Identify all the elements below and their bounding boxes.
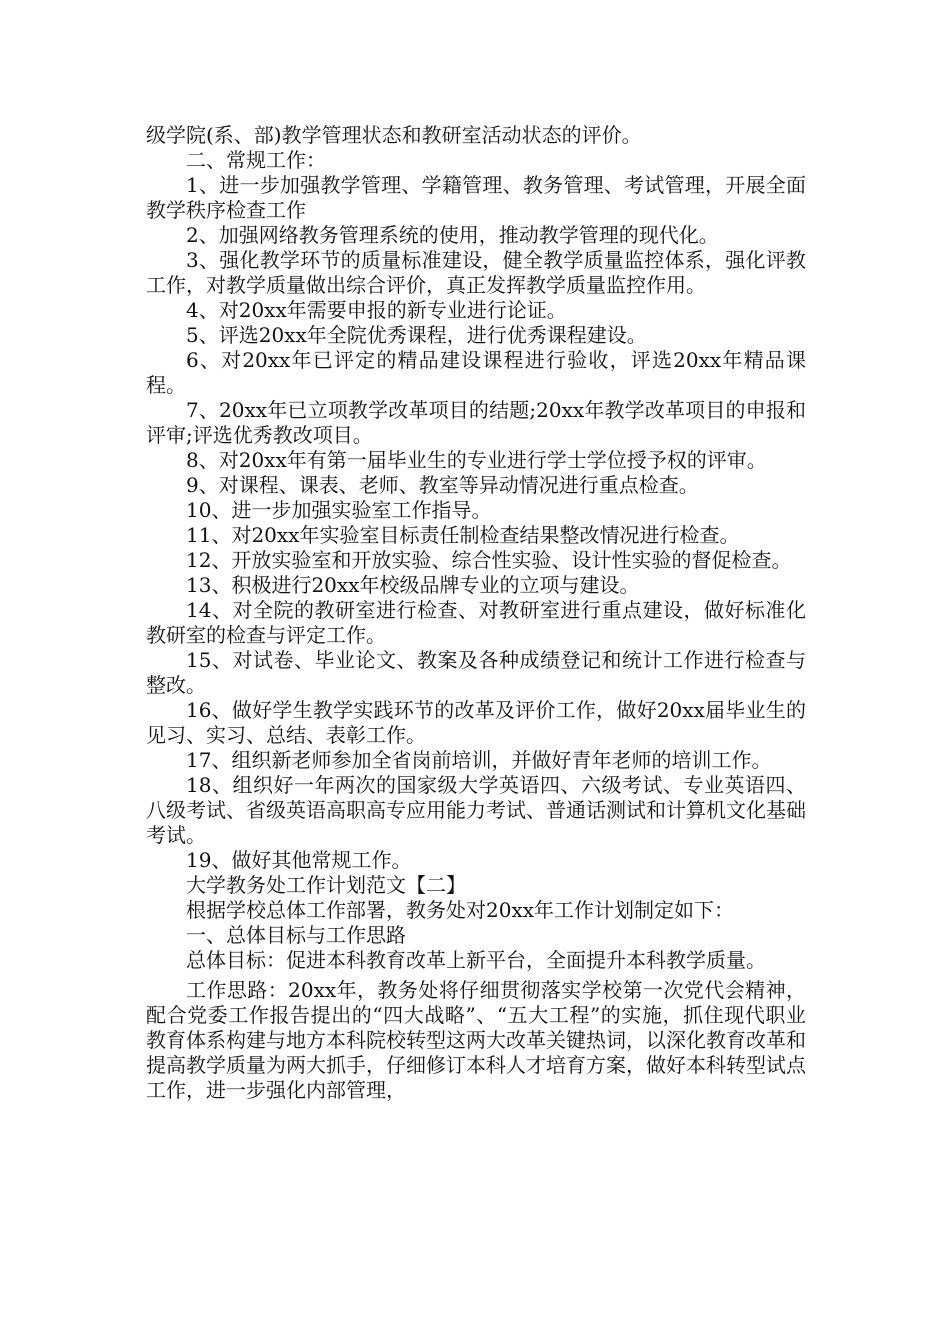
list-item: 14、对全院的教研室进行检查、对教研室进行重点建设，做好标准化教研室的检查与评定工作。 bbox=[146, 598, 806, 647]
paragraph: 工作思路：20xx年，教务处将仔细贯彻落实学校第一次党代会精神，配合党委工作报告提出的“四大战略”、“五大工程”的实施，抓住现代职业教育体系构建与地方本科院校转型这两大改革关键热词，以深化教育改革和提高教学质量为两大抓手，仔细修订本科人才培育方案，做好本科转型试点工作，进一步强化内部管理， bbox=[146, 978, 806, 1102]
list-item: 15、对试卷、毕业论文、教案及各种成绩登记和统计工作进行检查与整改。 bbox=[146, 648, 806, 697]
list-item: 10、进一步加强实验室工作指导。 bbox=[186, 498, 492, 522]
list-item: 12、开放实验室和开放实验、综合性实验、设计性实验的督促检查。 bbox=[186, 548, 792, 572]
list-item: 19、做好其他常规工作。 bbox=[186, 848, 412, 872]
paragraph: 总体目标：促进本科教育改革上新平台，全面提升本科教学质量。 bbox=[186, 948, 766, 972]
paragraph: 级学院(系、部)教学管理状态和教研室活动状态的评价。 bbox=[146, 123, 642, 147]
list-item: 3、强化教学环节的质量标准建设，健全教学质量监控体系，强化评教工作，对教学质量做出综合评价，真正发挥教学质量监控作用。 bbox=[146, 248, 806, 297]
list-item: 6、对20xx年已评定的精品建设课程进行验收，评选20xx年精品课程。 bbox=[146, 348, 806, 397]
paragraph: 根据学校总体工作部署，教务处对20xx年工作计划制定如下： bbox=[186, 898, 735, 922]
list-item: 4、对20xx年需要申报的新专业进行论证。 bbox=[186, 298, 567, 322]
section-heading: 二、常规工作： bbox=[186, 148, 326, 172]
list-item: 16、做好学生教学实践环节的改革及评价工作，做好20xx届毕业生的见习、实习、总结、表彰工作。 bbox=[146, 698, 806, 747]
list-item: 9、对课程、课表、老师、教室等异动情况进行重点检查。 bbox=[186, 473, 699, 497]
list-item: 18、组织好一年两次的国家级大学英语四、六级考试、专业英语四、八级考试、省级英语高职高专应用能力考试、普通话测试和计算机文化基础考试。 bbox=[146, 773, 806, 847]
list-item: 8、对20xx年有第一届毕业生的专业进行学士学位授予权的评审。 bbox=[186, 448, 767, 472]
list-item: 17、组织新老师参加全省岗前培训，并做好青年老师的培训工作。 bbox=[186, 748, 772, 772]
list-item: 11、对20xx年实验室目标责任制检查结果整改情况进行检查。 bbox=[186, 523, 740, 547]
list-item: 7、20xx年已立项教学改革项目的结题;20xx年教学改革项目的申报和评审;评选优秀教改项目。 bbox=[146, 398, 806, 447]
document-body bbox=[146, 123, 806, 1103]
list-item: 2、加强网络教务管理系统的使用，推动教学管理的现代化。 bbox=[186, 223, 719, 247]
list-item: 5、评选20xx年全院优秀课程，进行优秀课程建设。 bbox=[186, 323, 647, 347]
list-item: 13、积极进行20xx年校级品牌专业的立项与建设。 bbox=[186, 573, 640, 597]
list-item: 1、进一步加强教学管理、学籍管理、教务管理、考试管理，开展全面教学秩序检查工作 bbox=[146, 173, 806, 222]
section-heading: 一、总体目标与工作思路 bbox=[186, 923, 406, 947]
article-title: 大学教务处工作计划范文【二】 bbox=[186, 873, 466, 897]
